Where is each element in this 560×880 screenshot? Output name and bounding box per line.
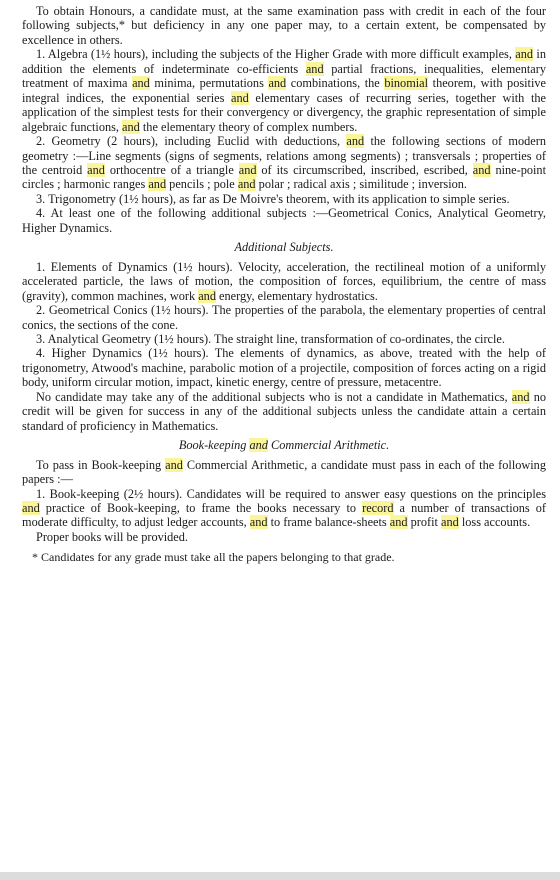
text-run: To pass in Book-keeping bbox=[36, 457, 166, 472]
text-run: 2. Geometry (2 hours), including Euclid with deductions, bbox=[36, 134, 347, 149]
highlighted-word: record bbox=[362, 500, 394, 515]
text-run: 4. At least one of the following additional subjects :—Geometrical Conics, Analytical Geometry, Higher Dynamics. bbox=[22, 206, 546, 235]
additional-subjects-heading bbox=[22, 240, 546, 254]
honours-intro bbox=[22, 4, 546, 47]
higher-dynamics-item bbox=[22, 346, 546, 389]
highlighted-word: and bbox=[165, 457, 183, 472]
highlighted-word: and bbox=[268, 76, 287, 91]
text-run: To obtain Honours, a candidate must, at the same examination pass with credit in each of the four following subjects,* but deficiency in any one paper may, to a certain extent, be compensated by excellence in others. bbox=[22, 4, 546, 47]
dynamics-item bbox=[22, 260, 546, 303]
text-run: 1. Algebra (1½ hours), including the subjects of the Higher Grade with more difficult examples, bbox=[36, 47, 516, 62]
bookkeeping-heading bbox=[22, 438, 546, 452]
books-provided-note bbox=[22, 530, 546, 544]
text-run: polar ; radical axis ; similitude ; inversion. bbox=[255, 177, 467, 192]
bookkeeping-item bbox=[22, 487, 546, 530]
highlighted-word: and bbox=[238, 162, 257, 177]
highlighted-word: and bbox=[441, 515, 459, 530]
text-run: 1. Book-keeping (2½ hours). Candidates will be required to answer easy questions on the principles bbox=[36, 486, 546, 501]
trigonometry-item bbox=[22, 192, 546, 206]
text-run: practice of Book-keeping, to frame the books necessary to bbox=[39, 500, 363, 515]
text-run: minima, permutations bbox=[149, 76, 269, 91]
highlighted-word: binomial bbox=[384, 76, 429, 91]
text-run: in addition the elements of indeterminate co-efficients bbox=[22, 47, 547, 76]
page-bottom-edge bbox=[0, 872, 560, 880]
text-run: no credit will be given for success in any of the additional subjects unless the candidate attain a certain standard of proficiency in Mathematics. bbox=[22, 389, 547, 433]
text-run: energy, elementary hydrostatics. bbox=[215, 288, 378, 303]
highlighted-word: and bbox=[249, 515, 268, 530]
text-run: Commercial Arithmetic. bbox=[267, 438, 390, 453]
text-run: Additional Subjects. bbox=[234, 240, 334, 255]
text-run: 4. Higher Dynamics (1½ hours). The elements of dynamics, as above, treated with the help of trigonometry, Atwood's machine, parabolic motion of a projectile, composition of forces acting on a rigid body, uniform circular motion, impact, kinetic energy, centre of pressure, metacentre. bbox=[22, 346, 546, 390]
highlighted-word: and bbox=[198, 288, 216, 303]
text-run: pencils ; pole bbox=[166, 177, 238, 192]
text-run: orthocentre of a triangle bbox=[104, 162, 239, 177]
text-run: No candidate may take any of the additional subjects who is not a candidate in Mathematics, bbox=[36, 389, 512, 404]
highlighted-word: and bbox=[389, 515, 408, 530]
highlighted-word: and bbox=[237, 177, 256, 192]
highlighted-word: and bbox=[346, 134, 365, 149]
text-run: 1. Elements of Dynamics (1½ hours). Velocity, acceleration, the rectilineal motion of a uniformly accelerated particle, the laws of motion, the composition of forces, equilibrium, the centre of mass (gravity), common machines, work bbox=[22, 259, 546, 303]
algebra-item bbox=[22, 47, 546, 134]
highlighted-word: and bbox=[87, 162, 105, 177]
text-run: 2. Geometrical Conics (1½ hours). The properties of the parabola, the elementary properties of central conics, the sections of the cone. bbox=[22, 303, 546, 332]
text-run: Book-keeping bbox=[178, 438, 250, 453]
text-run: a number of transactions of moderate difficulty, to adjust ledger accounts, bbox=[22, 500, 546, 530]
highlighted-word: and bbox=[231, 90, 249, 105]
geometry-item bbox=[22, 134, 546, 192]
highlighted-word: and bbox=[148, 177, 167, 192]
text-run: the elementary theory of complex numbers. bbox=[139, 119, 358, 134]
highlighted-word: and bbox=[249, 438, 268, 453]
text-run: 3. Trigonometry (1½ hours), as far as De Moivre's theorem, with its application to simple series. bbox=[36, 191, 510, 206]
highlighted-word: and bbox=[515, 47, 534, 62]
text-run: 3. Analytical Geometry (1½ hours). The straight line, transformation of co-ordinates, the circle. bbox=[36, 331, 505, 346]
text-run: Commercial Arithmetic, a candidate must pass in each of the following papers :— bbox=[22, 457, 546, 487]
highlighted-word: and bbox=[132, 76, 150, 91]
no-credit-note bbox=[22, 390, 546, 433]
highlighted-word: and bbox=[305, 61, 324, 76]
text-run: nine-point circles ; harmonic ranges bbox=[22, 162, 546, 192]
additional-requirement bbox=[22, 206, 546, 235]
text-run: theorem, with positive integral indices, the exponential series bbox=[22, 76, 546, 105]
text-run: elementary cases of recurring series, together with the application of the simplest tests for their convergency or divergency, the graphic representation of simple algebraic functions, bbox=[22, 90, 546, 134]
highlighted-word: and bbox=[122, 119, 140, 134]
highlighted-word: and bbox=[472, 162, 491, 177]
text-run: of its circumscribed, inscribed, escribed, bbox=[256, 162, 473, 177]
text-run: partial fractions, inequalities, elementary treatment of maxima bbox=[22, 61, 546, 91]
highlighted-word: and bbox=[511, 389, 530, 404]
conics-item bbox=[22, 303, 546, 332]
text-run: Proper books will be provided. bbox=[36, 529, 188, 544]
footnote bbox=[22, 550, 546, 564]
text-run: profit bbox=[407, 515, 441, 530]
bookkeeping-intro bbox=[22, 458, 546, 487]
text-run: the following sections of modern geometry :—Line segments (signs of segments, relations among segments) ; transversals ; properties of the centroid bbox=[22, 134, 546, 177]
text-run: combinations, the bbox=[286, 76, 385, 91]
text-run: to frame balance-sheets bbox=[267, 515, 390, 530]
analytical-item bbox=[22, 332, 546, 346]
text-run: * Candidates for any grade must take all the papers belonging to that grade. bbox=[32, 550, 395, 565]
text-run: loss accounts. bbox=[458, 515, 531, 530]
highlighted-word: and bbox=[22, 500, 40, 515]
